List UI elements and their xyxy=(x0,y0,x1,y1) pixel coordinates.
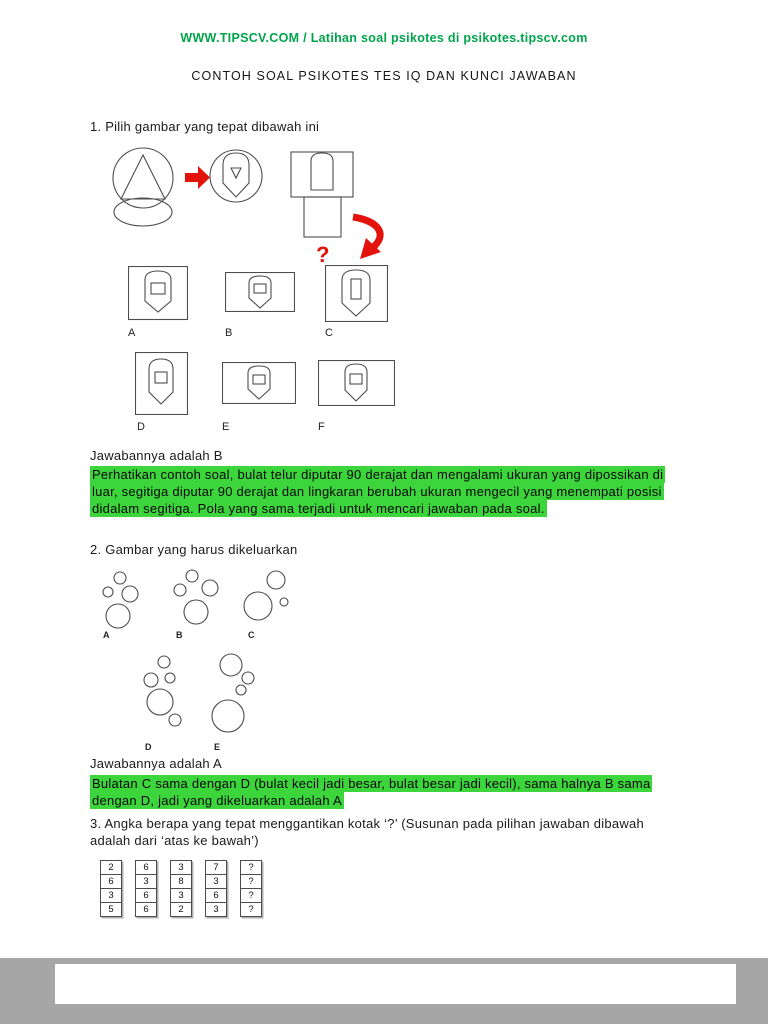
q3-prompt: 3. Angka berapa yang tepat menggantikan kotak ‘?’ (Susunan pada pilihan jawaban dibawah adalah dari ‘atas ke bawah’) xyxy=(90,816,644,848)
shield-shape-icon xyxy=(342,270,370,316)
q2-cluster-d-figure xyxy=(138,652,193,740)
q1-option-c-label: C xyxy=(325,327,334,339)
q2-cluster-b-figure xyxy=(168,566,228,636)
table-cell: 6 xyxy=(136,889,157,903)
table-cell: ? xyxy=(241,889,262,903)
q2-answer: Jawabannya adalah A xyxy=(90,756,222,771)
q1-explanation-text: Perhatikan contoh soal, bulat telur diputar 90 derajat dan mengalami ukuran yang dipossikan di luar, segitiga diputar 90 derajat dan lingkaran berubah ukuran mengecil yang menempati posisi didalam segitiga. Pola yang sama terjadi untuk mencari jawaban pada soal. xyxy=(92,467,664,516)
table-cell: 8 xyxy=(171,875,192,889)
door-shape-icon xyxy=(311,153,333,190)
q1-option-a-figure xyxy=(128,266,188,321)
q2-explanation xyxy=(90,775,692,809)
q1-option-e-label: E xyxy=(222,421,230,433)
table-cell: ? xyxy=(241,875,262,889)
q1-option-f-figure xyxy=(318,360,395,406)
q2-prompt: 2. Gambar yang harus dikeluarkan xyxy=(90,542,298,557)
table-cell: 3 xyxy=(171,861,192,875)
shield-shape-icon xyxy=(345,364,367,401)
question-mark: ? xyxy=(316,242,330,267)
table-cell: ? xyxy=(241,903,262,917)
q1-answer: Jawabannya adalah B xyxy=(90,448,223,463)
site-header: WWW.TIPSCV.COM / Latihan soal psikotes di psikotes.tipscv.com xyxy=(180,31,588,45)
q1-prompt: 1. Pilih gambar yang tepat dibawah ini xyxy=(90,119,320,134)
table-cell: 3 xyxy=(101,889,122,903)
table-cell: 3 xyxy=(136,875,157,889)
q1-option-d-figure xyxy=(135,352,188,415)
q2-cluster-d-label: D xyxy=(145,742,152,752)
table-cell: 2 xyxy=(101,861,122,875)
table-cell: 3 xyxy=(206,875,227,889)
number-table-4 xyxy=(205,860,227,917)
number-table-1 xyxy=(100,860,122,917)
number-table-2 xyxy=(135,860,157,917)
small-rectangle-icon xyxy=(304,197,341,237)
table-cell: 6 xyxy=(136,861,157,875)
ellipse-shape-icon xyxy=(114,198,172,226)
q3-number-tables xyxy=(100,860,262,917)
q1-explanation xyxy=(90,466,692,517)
shield-shape-icon xyxy=(145,271,171,312)
q1-option-b-label: B xyxy=(225,327,233,339)
q2-cluster-e-figure xyxy=(205,650,260,740)
q1-option-d-label: D xyxy=(137,421,146,433)
q2-explanation-text: Bulatan C sama dengan D (bulat kecil jadi besar, bulat besar jadi kecil), sama halnya B sama dengan D, jadi yang dikeluarkan adalah A xyxy=(92,776,651,808)
q1-option-e-figure xyxy=(222,362,296,404)
table-cell: 7 xyxy=(206,861,227,875)
q2-cluster-e-label: E xyxy=(214,742,221,752)
table-cell: 2 xyxy=(171,903,192,917)
circle-shape-icon xyxy=(210,150,262,202)
table-cell: 6 xyxy=(101,875,122,889)
q2-cluster-a-label: A xyxy=(103,630,110,640)
table-cell: 3 xyxy=(171,889,192,903)
table-cell: 3 xyxy=(206,903,227,917)
right-arrow-icon xyxy=(185,166,210,189)
q2-cluster-c-label: C xyxy=(248,630,255,640)
shield-shape-icon xyxy=(249,276,271,308)
q1-option-f-label: F xyxy=(318,421,326,433)
number-table-3 xyxy=(170,860,192,917)
shield-shape-icon xyxy=(223,153,249,197)
table-cell: 5 xyxy=(101,903,122,917)
q1-option-b-figure xyxy=(225,272,295,312)
number-table-5 xyxy=(240,860,262,917)
small-triangle-icon xyxy=(231,168,241,178)
table-cell: 6 xyxy=(206,889,227,903)
q2-cluster-b-label: B xyxy=(176,630,183,640)
q2-cluster-a-figure xyxy=(98,566,158,636)
q1-option-a-label: A xyxy=(128,327,136,339)
q1-example-figure xyxy=(95,143,415,268)
shield-shape-icon xyxy=(248,366,270,399)
triangle-shape-icon xyxy=(121,155,165,199)
next-page-top xyxy=(55,964,736,1004)
page-gap xyxy=(0,958,768,1024)
page-title: CONTOH SOAL PSIKOTES TES IQ DAN KUNCI JAWABAN xyxy=(191,69,577,83)
q1-option-c-figure xyxy=(325,265,388,322)
q2-cluster-c-figure xyxy=(240,566,300,636)
table-cell: ? xyxy=(241,861,262,875)
table-cell: 6 xyxy=(136,903,157,917)
shield-shape-icon xyxy=(149,359,173,404)
